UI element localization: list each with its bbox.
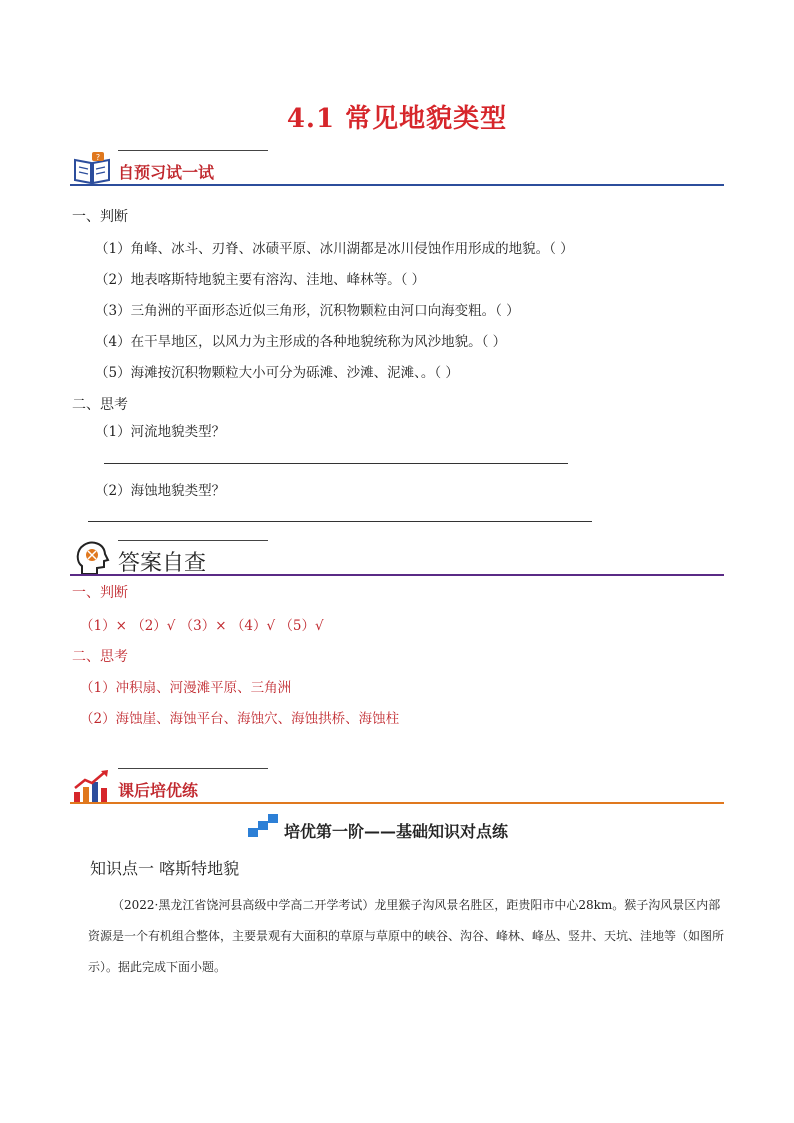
- stairs-icon: [248, 812, 280, 838]
- think-item-1: （1）河流地貌类型？: [95, 424, 226, 440]
- question-paragraph: （2022·黑龙江省饶河县高级中学高二开学考试）龙里猴子沟风景名胜区，距贵阳市中心28km。猴子沟风景区内部资源是一个有机组合整体，主要景观有大面积的草原与草原中的峡谷、沟谷、峰林、峰丛、竖井、天坑、洼地等（如图所示）。据此完成下面小题。: [88, 898, 725, 974]
- section-title-practice: 课后培优练: [118, 781, 199, 800]
- answer-line-1[interactable]: [104, 463, 568, 464]
- judge-item-1: （1）角峰、冰斗、刃脊、冰碛平原、冰川湖都是冰川侵蚀作用形成的地貌。（ ）: [95, 241, 574, 257]
- think-item-2: （2）海蚀地貌类型？: [95, 483, 226, 499]
- answer-line-2[interactable]: [88, 521, 592, 522]
- section-title-answers: 答案自查: [118, 551, 207, 576]
- judge-item-5: （5）海滩按沉积物颗粒大小可分为砾滩、沙滩、泥滩、。（ ）: [95, 365, 459, 381]
- think-answer-2: （2）海蚀崖、海蚀平台、海蚀穴、海蚀拱桥、海蚀柱: [80, 711, 400, 727]
- judge-answers: （1）× （2）√ （3）× （4）√ （5）√: [80, 618, 324, 634]
- subheading: 培优第一阶——基础知识对点练: [284, 822, 509, 841]
- section-header-preview: [70, 150, 724, 192]
- page-title: 4.1 常见地貌类型: [286, 104, 508, 134]
- bar-chart-icon: [72, 768, 112, 804]
- judge-item-3: （3）三角洲的平面形态近似三角形，沉积物颗粒由河口向海变粗。（ ）: [95, 303, 520, 319]
- heading-think: 二、思考: [72, 397, 128, 413]
- answer-heading-think: 二、思考: [72, 649, 128, 665]
- judge-item-2: （2）地表喀斯特地貌主要有溶沟、洼地、峰林等。（ ）: [95, 272, 426, 288]
- think-answer-1: （1）冲积扇、河漫滩平原、三角洲: [80, 680, 292, 696]
- answer-heading-judge: 一、判断: [72, 585, 128, 601]
- section-header-practice: [70, 768, 724, 810]
- thinking-head-icon: [72, 540, 112, 576]
- book-icon: [72, 150, 112, 186]
- knowledge-point-heading: 知识点一 喀斯特地貌: [90, 859, 240, 878]
- section-title-preview: 自预习试一试: [118, 163, 215, 182]
- section-header-answers: [70, 540, 724, 582]
- subheading-row: [0, 812, 794, 842]
- svg-text:?: ?: [95, 153, 101, 162]
- heading-judge: 一、判断: [72, 209, 128, 225]
- judge-item-4: （4）在干旱地区，以风力为主形成的各种地貌统称为风沙地貌。（ ）: [95, 334, 507, 350]
